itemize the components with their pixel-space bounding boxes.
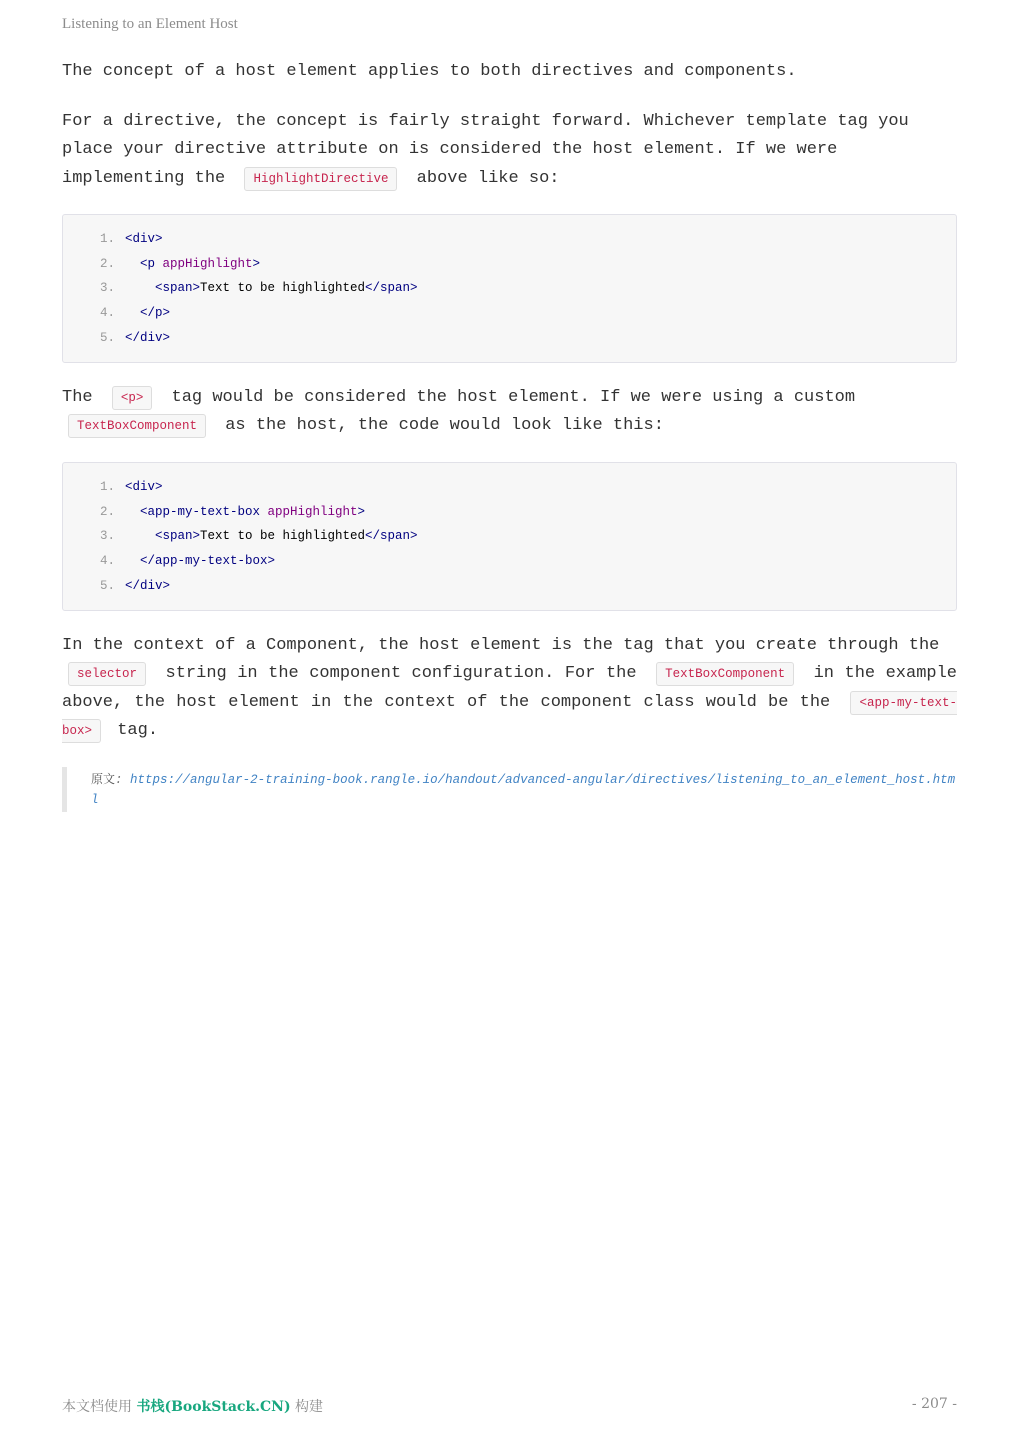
line-number: 4. xyxy=(99,554,115,569)
inline-code-app-my-text-box: <app-my-text-box> xyxy=(62,691,957,744)
code-line xyxy=(63,227,956,252)
paragraph-text: as the host, the code would look like this: xyxy=(225,416,664,436)
code-tag: > xyxy=(252,256,261,271)
running-header: Listening to an Element Host xyxy=(62,16,238,32)
line-number: 5. xyxy=(99,578,115,593)
footer-credit xyxy=(62,1396,323,1416)
code-line xyxy=(63,500,956,525)
paragraph-intro xyxy=(62,58,957,87)
code-line xyxy=(63,524,956,549)
line-number: 4. xyxy=(99,306,115,321)
line-number: 3. xyxy=(99,529,115,544)
code-line xyxy=(63,573,956,598)
footer-brand-link[interactable]: 书栈(BookStack.CN) xyxy=(136,1399,291,1415)
code-text: Text to be highlighted xyxy=(200,281,366,296)
line-number: 1. xyxy=(99,232,115,247)
paragraph-text: string in the component configuration. For the xyxy=(165,664,637,684)
code-text: Text to be highlighted xyxy=(200,529,366,544)
code-tag: </div> xyxy=(125,578,171,593)
paragraph-text: tag. xyxy=(117,721,159,741)
footer-suffix: 构建 xyxy=(290,1399,324,1415)
code-tag: <app-my-text-box xyxy=(125,504,268,519)
line-number: 5. xyxy=(99,330,115,345)
code-tag: <p xyxy=(125,256,163,271)
code-attribute: appHighlight xyxy=(267,504,358,519)
paragraph-component-context xyxy=(62,632,957,746)
code-tag: <span> xyxy=(125,529,201,544)
inline-code-p-tag: <p> xyxy=(112,386,153,410)
paragraph-text: tag would be considered the host element. If we were using a custom xyxy=(171,387,856,407)
line-number: 2. xyxy=(99,504,115,519)
paragraph-text: above like so: xyxy=(416,168,560,188)
footer-prefix: 本文档使用 xyxy=(62,1399,137,1415)
code-tag: </app-my-text-box> xyxy=(125,554,276,569)
paragraph-text: in the example above, the host element in the context of the component class would be the xyxy=(62,664,958,712)
code-line xyxy=(63,549,956,574)
paragraph-text: For a directive, the concept is fairly straight forward. Whichever template tag you place your directive attribute on is considered the host element. If we were implementing the xyxy=(62,111,909,188)
page-number: - 207 - xyxy=(911,1396,957,1412)
source-link[interactable]: https://angular-2-training-book.rangle.io/handout/advanced-angular/directives/listening_to_an_element_host.html xyxy=(91,772,956,807)
inline-code-selector: selector xyxy=(68,662,146,686)
code-attribute: appHighlight xyxy=(162,256,253,271)
code-tag: </span> xyxy=(365,281,418,296)
paragraph-host-element xyxy=(62,384,957,441)
code-line xyxy=(63,301,956,326)
code-tag: > xyxy=(357,504,366,519)
inline-code-highlight-directive: HighlightDirective xyxy=(244,167,397,191)
source-colon: : xyxy=(115,772,123,787)
inline-code-textbox-component: TextBoxComponent xyxy=(68,414,206,438)
code-line xyxy=(63,475,956,500)
code-tag: <span> xyxy=(125,281,201,296)
line-number: 2. xyxy=(99,256,115,271)
paragraph-text: The xyxy=(62,387,93,407)
source-label: 原文 xyxy=(91,771,116,786)
code-line xyxy=(63,276,956,301)
paragraph-text: In the context of a Component, the host element is the tag that you create through the xyxy=(62,635,940,655)
code-tag: <div> xyxy=(125,480,163,495)
paragraph-directive xyxy=(62,108,957,194)
code-tag: </span> xyxy=(365,529,418,544)
article-body xyxy=(62,58,957,812)
code-line xyxy=(63,325,956,350)
code-block-directive-example xyxy=(62,214,957,363)
source-blockquote xyxy=(62,767,957,812)
page-footer xyxy=(62,1396,957,1416)
code-tag: </p> xyxy=(125,306,171,321)
line-number: 1. xyxy=(99,480,115,495)
code-block-component-example xyxy=(62,462,957,611)
paragraph-text: The concept of a host element applies to both directives and components. xyxy=(62,62,797,81)
code-tag: </div> xyxy=(125,330,171,345)
code-tag: <div> xyxy=(125,232,163,247)
line-number: 3. xyxy=(99,281,115,296)
inline-code-textbox-component-2: TextBoxComponent xyxy=(656,662,794,686)
code-line xyxy=(63,252,956,277)
